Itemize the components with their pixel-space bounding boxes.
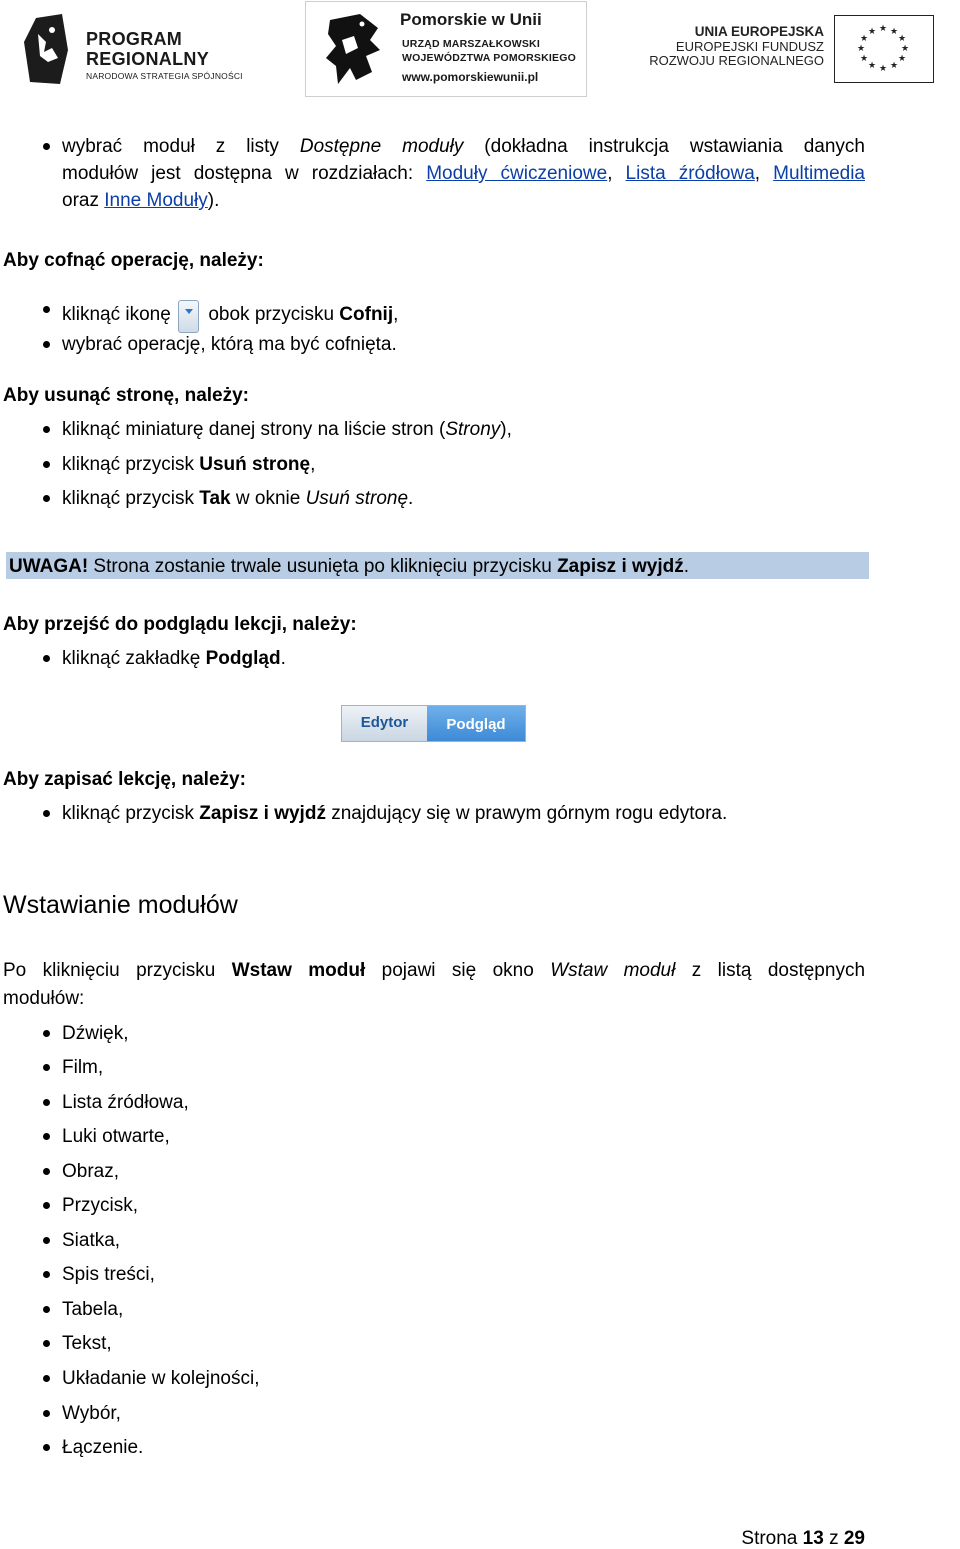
link-moduly-cwiczeniowe[interactable]: Moduły ćwiczeniowe xyxy=(426,163,608,184)
undo-bullet-1: kliknąć ikonę obok przycisku Cofnij, xyxy=(62,300,398,333)
svg-text:★: ★ xyxy=(859,34,869,44)
section-paragraph-line1: Po kliknięciu przycisku Wstaw moduł pojawi się okno Wstaw moduł z listą dostępnych xyxy=(3,960,866,981)
module-item: Lista źródłowa, xyxy=(62,1092,189,1113)
module-item: Siatka, xyxy=(62,1230,121,1251)
module-item: Wybór, xyxy=(62,1403,121,1424)
intro-text: ). xyxy=(207,190,220,211)
separator: , xyxy=(607,163,626,184)
section-paragraph-line2: modułów: xyxy=(3,988,85,1009)
svg-text:★: ★ xyxy=(878,64,888,74)
warning-label: UWAGA! xyxy=(9,556,89,577)
module-item: Dźwięk, xyxy=(62,1023,129,1044)
intro-text: oraz xyxy=(62,190,105,211)
section-title: Wstawianie modułów xyxy=(3,891,238,919)
preview-bullet-1: kliknąć zakładkę Podgląd. xyxy=(62,648,286,669)
eu-logo-text xyxy=(646,24,824,69)
module-item: Obraz, xyxy=(62,1161,120,1182)
svg-text:★: ★ xyxy=(878,24,888,34)
warning-text: UWAGA! Strona zostanie trwale usunięta po kliknięciu przycisku Zapisz i wyjdź. xyxy=(9,556,690,577)
svg-text:★: ★ xyxy=(889,27,899,37)
delete-bullet-1: kliknąć miniaturę danej strony na liście stron (Strony), xyxy=(62,419,512,440)
undo-dropdown-icon[interactable] xyxy=(178,300,199,333)
module-item: Tekst, xyxy=(62,1333,112,1354)
intro-text: (dokładna instrukcja wstawiania danych xyxy=(463,136,865,157)
save-heading: Aby zapisać lekcję, należy: xyxy=(3,769,246,790)
program-regionalny-emblem-icon xyxy=(18,12,80,86)
pomorskie-logo-url: www.pomorskiewunii.pl xyxy=(402,70,539,84)
svg-text:★: ★ xyxy=(900,44,910,54)
svg-text:★: ★ xyxy=(897,34,907,44)
intro-text: wybrać moduł z listy xyxy=(62,136,300,157)
tab-editor[interactable]: Edytor xyxy=(342,706,427,741)
griffin-crest-icon xyxy=(320,10,390,90)
svg-text:★: ★ xyxy=(856,44,866,54)
intro-bullet-line2 xyxy=(62,164,865,183)
pomorskie-logo-line2: WOJEWÓDZTWA POMORSKIEGO xyxy=(402,52,576,64)
svg-text:★: ★ xyxy=(889,61,899,71)
module-item: Łączenie. xyxy=(62,1437,144,1458)
intro-bullet-line1 xyxy=(62,137,865,156)
svg-text:★: ★ xyxy=(859,54,869,64)
pomorskie-logo-line1: URZĄD MARSZAŁKOWSKI xyxy=(402,38,540,50)
delete-bullet-2: kliknąć przycisk Usuń stronę, xyxy=(62,454,316,475)
svg-text:★: ★ xyxy=(897,54,907,64)
undo-bullet-2: wybrać operację, którą ma być cofnięta. xyxy=(62,334,397,355)
delete-bullet-3: kliknąć przycisk Tak w oknie Usuń stronę. xyxy=(62,488,414,509)
page-number: Strona 13 z 29 xyxy=(741,1528,865,1549)
pomorskie-logo-title: Pomorskie w Unii xyxy=(400,10,542,29)
program-logo-line1: PROGRAM xyxy=(86,29,183,49)
program-logo-line3: NARODOWA STRATEGIA SPÓJNOŚCI xyxy=(86,71,243,81)
module-item: Film, xyxy=(62,1057,104,1078)
module-item: Przycisk, xyxy=(62,1195,138,1216)
program-regionalny-logo xyxy=(18,10,258,88)
separator: , xyxy=(754,163,774,184)
svg-text:★: ★ xyxy=(867,61,877,71)
undo-heading: Aby cofnąć operację, należy: xyxy=(3,250,264,271)
link-inne-moduly[interactable]: Inne Moduły xyxy=(104,190,208,211)
link-multimedia[interactable]: Multimedia xyxy=(773,163,865,184)
preview-heading: Aby przejść do podglądu lekcji, należy: xyxy=(3,614,357,635)
editor-preview-tabs xyxy=(341,705,526,742)
eu-logo-line2: EUROPEJSKI FUNDUSZ xyxy=(675,38,824,54)
module-item: Układanie w kolejności, xyxy=(62,1368,260,1389)
eu-logo-line3: ROZWOJU REGIONALNEGO xyxy=(649,53,824,69)
delete-heading: Aby usunąć stronę, należy: xyxy=(3,385,250,406)
intro-bullet-line3 xyxy=(62,191,219,210)
eu-logo-line1: UNIA EUROPEJSKA xyxy=(694,24,824,39)
program-logo-line2: REGIONALNY xyxy=(86,49,210,69)
link-lista-zrodlowa[interactable]: Lista źródłowa xyxy=(625,163,755,184)
eu-flag-icon xyxy=(834,15,934,83)
save-bullet-1: kliknąć przycisk Zapisz i wyjdź znajdujący się w prawym górnym rogu edytora. xyxy=(62,803,728,824)
intro-italic-modules: Dostępne moduły xyxy=(299,136,464,157)
tab-preview[interactable]: Podgląd xyxy=(427,706,525,741)
svg-text:★: ★ xyxy=(867,27,877,37)
module-item: Tabela, xyxy=(62,1299,124,1320)
intro-text: modułów jest dostępna w rozdziałach: xyxy=(62,163,427,184)
module-item: Spis treści, xyxy=(62,1264,155,1285)
module-item: Luki otwarte, xyxy=(62,1126,170,1147)
pomorskie-w-unii-logo xyxy=(305,1,587,97)
